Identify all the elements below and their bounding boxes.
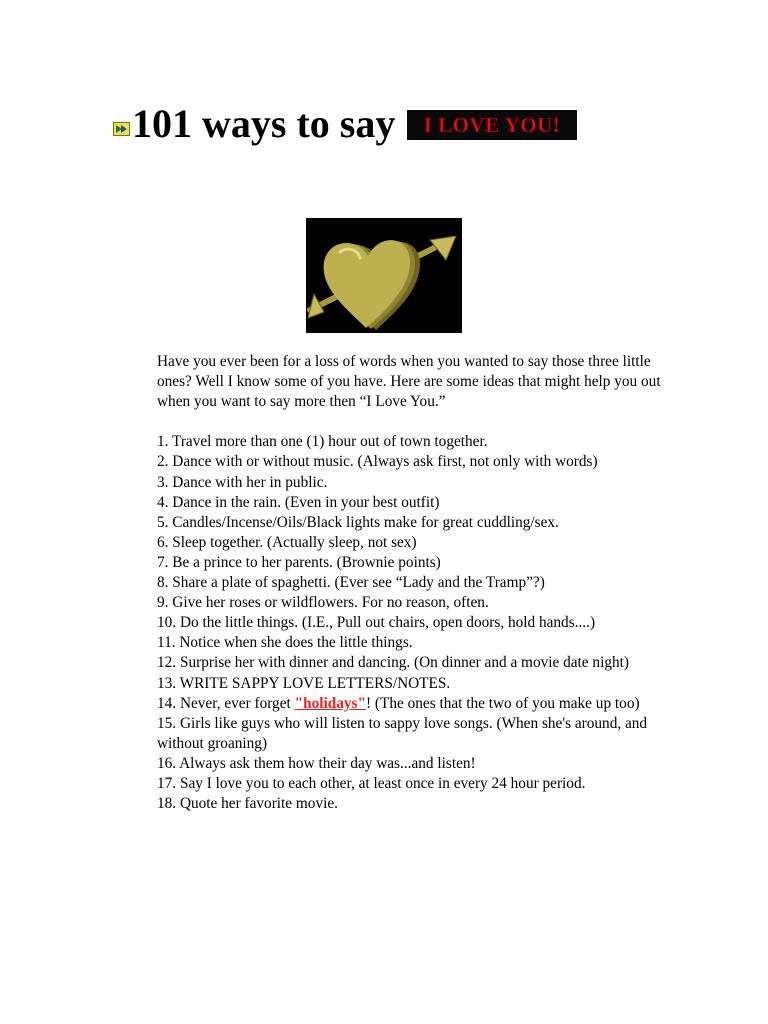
list-item: 2. Dance with or without music. (Always ask first, not only with words) [157,453,598,471]
list-item: 11. Notice when she does the little things. [157,634,413,652]
list-item-prefix: 14. Never, ever forget [157,694,295,712]
i-love-you-badge [407,110,577,140]
article-body [157,352,677,814]
list-item: 8. Share a plate of spaghetti. (Ever see “Lady and the Tramp”?) [157,574,545,592]
list-item: 5. Candles/Incense/Oils/Black lights make for great cuddling/sex. [157,513,559,531]
list-item: 18. Quote her favorite movie. [157,795,338,813]
list-item: 4. Dance in the rain. (Even in your best outfit) [157,493,440,511]
list-item: 3. Dance with her in public. [157,473,328,491]
list-item-suffix: ! (The ones that the two of you make up too) [365,694,640,712]
intro-paragraph: Have you ever been for a loss of words when you wanted to say those three little ones? Well I know some of you have. Here are some ideas that might help you out when you want to say more then “I Love You.” [157,353,661,411]
list-item: 16. Always ask them how their day was...and listen! [157,754,476,772]
list-item: 17. Say I love you to each other, at least once in every 24 hour period. [157,774,586,792]
page-header [113,98,577,150]
holidays-link[interactable]: "holidays" [294,694,366,712]
list-item: 12. Surprise her with dinner and dancing. (On dinner and a movie date night) [157,654,629,672]
page-title: 101 ways to say [132,101,396,146]
list-item: 7. Be a prince to her parents. (Brownie points) [157,553,441,571]
list-item: 6. Sleep together. (Actually sleep, not sex) [157,533,417,551]
list-item: 13. WRITE SAPPY LOVE LETTERS/NOTES. [157,674,451,692]
badge-text: I LOVE YOU! [424,113,561,137]
heart-with-arrow-icon [306,218,462,333]
list-item [157,694,677,714]
list-item: 1. Travel more than one (1) hour out of town together. [157,433,488,451]
list-item: 10. Do the little things. (I.E., Pull out chairs, open doors, hold hands....) [157,614,596,632]
list-item: 15. Girls like guys who will listen to sappy love songs. (When she's around, and without groaning) [157,714,648,752]
list-item: 9. Give her roses or wildflowers. For no reason, often. [157,594,489,612]
arrow-bullet-icon [113,122,130,136]
